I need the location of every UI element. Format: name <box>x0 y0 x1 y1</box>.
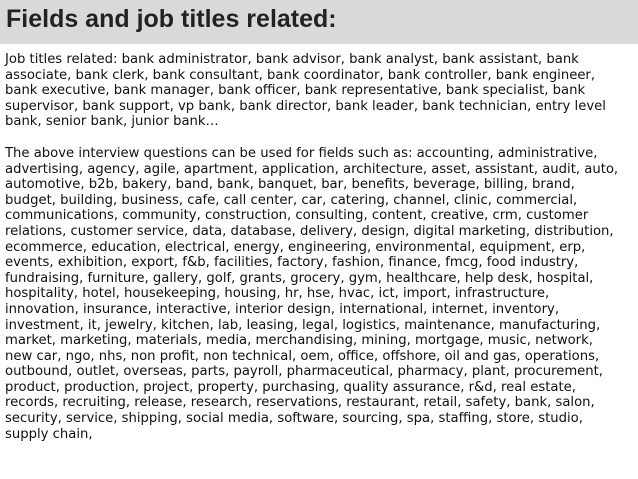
slide-body <box>5 52 635 442</box>
slide-title: Fields and job titles related: <box>6 5 337 33</box>
job-titles-paragraph: Job titles related: bank administrator, bank advisor, bank analyst, bank assistant, bank associate, bank clerk, bank consultant, bank coordinator, bank controller, bank engineer, bank executive, bank manager, bank officer, bank representative, bank specialist, bank supervisor, bank support, vp bank, bank director, bank leader, bank technician, entry level bank, senior bank, junior bank… <box>5 52 606 130</box>
title-bar <box>0 0 638 44</box>
fields-paragraph: The above interview questions can be used for fields such as: accounting, administrative, advertising, agency, agile, apartment, application, architecture, asset, assistant, audit, auto, automotive, b2b, bakery, band, bank, banquet, bar, benefits, beverage, billing, brand, budget, building, business, cafe, call center, car, catering, channel, clinic, commercial, communications, community, construction, consulting, content, creative, crm, customer relations, customer service, data, database, delivery, design, digital marketing, distribution, ecommerce, education, electrical, energy, engineering, environmental, equipment, erp, events, exhibition, export, f&b, facilities, factory, fashion, finance, fmcg, food industry, fundraising, furniture, gallery, golf, grants, grocery, gym, healthcare, help desk, hospital, hospitality, hotel, housekeeping, housing, hr, hse, hvac, ict, import, infrastructure, innovation, insurance, interactive, interior design, international, internet, inventory, investment, it, jewelry, kitchen, lab, leasing, legal, logistics, maintenance, manufacturing, market, marketing, materials, media, merchandising, mining, mortgage, music, network, new car, ngo, nhs, non profit, non technical, oem, office, offshore, oil and gas, operations, outbound, outlet, overseas, parts, payroll, pharmaceutical, pharmacy, plant, procurement, product, production, project, property, purchasing, quality assurance, r&d, real estate, records, recruiting, release, research, reservations, restaurant, retail, safety, bank, salon, security, service, shipping, social media, software, sourcing, spa, staffing, store, studio, supply chain, <box>5 145 619 442</box>
